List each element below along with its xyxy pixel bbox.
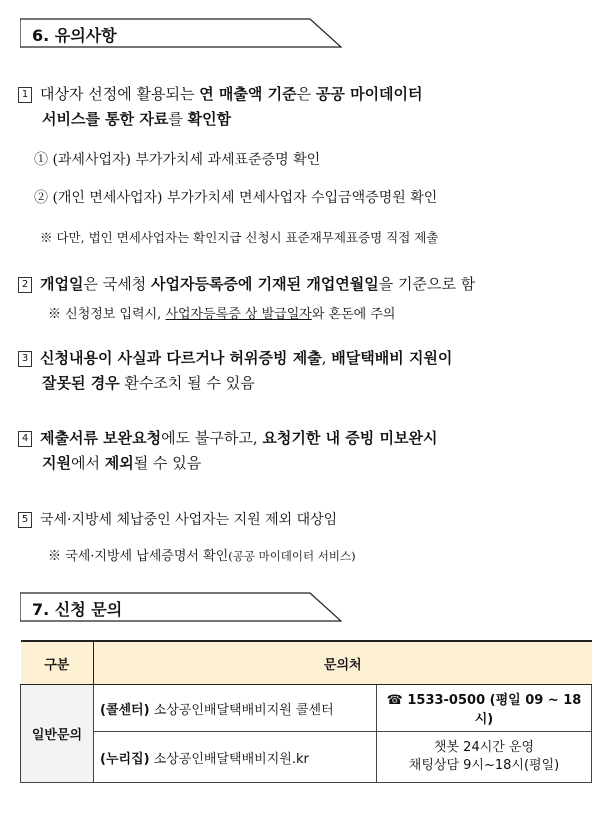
callcenter-cell: (콜센터) 소상공인배달택배비지원 콜센터 <box>94 685 377 732</box>
notice-item-4: 4 제출서류 보완요청에도 불구하고, 요청기한 내 증빙 미보완시 지원에서 제외될 수 있음 <box>18 426 592 476</box>
hours-cell: 챗봇 24시간 운영 채팅상담 9시~18시(평일) <box>377 732 592 783</box>
table-row <box>21 732 592 783</box>
notice-item-5: 5 국세·지방세 체납중인 사업자는 지원 제외 대상임 <box>18 508 592 533</box>
notice-note-2: ※ 신청정보 입력시, 사업자등록증 상 발급일자와 혼돈에 주의 <box>48 307 396 322</box>
phone-cell: ☎ 1533-0500 (평일 09 ~ 18시) <box>377 685 592 732</box>
item-number-box: 5 <box>18 512 32 528</box>
table-header-row <box>21 641 592 685</box>
section-7-header <box>20 592 342 622</box>
contact-table <box>20 640 592 783</box>
notice-item-1: 1 대상자 선정에 활용되는 연 매출액 기준은 공공 마이데이터 서비스를 통한 자료를 확인함 <box>18 82 592 132</box>
item-number-box: 4 <box>18 431 32 447</box>
phone-icon: ☎ <box>386 693 403 708</box>
notice-item-3: 3 신청내용이 사실과 다르거나 허위증빙 제출, 배달택배비 지원이 잘못된 경우 환수조치 될 수 있음 <box>18 346 592 396</box>
notice-item-2: 2 개업일은 국세청 사업자등록증에 기재된 개업연월일을 기준으로 함 <box>18 272 592 297</box>
category-cell: 일반문의 <box>21 685 94 783</box>
notice-sub-2: ② (개인 면세사업자) 부가가치세 면세사업자 수입금액증명원 확인 <box>34 190 438 206</box>
header-contact: 문의처 <box>94 641 592 685</box>
website-cell: (누리집) 소상공인배달택배비지원.kr <box>94 732 377 783</box>
table-row <box>21 685 592 732</box>
item-number-box: 2 <box>18 277 32 293</box>
item-number-box: 3 <box>18 351 32 367</box>
notice-sub-1: ① (과세사업자) 부가가치세 과세표준증명 확인 <box>34 152 321 168</box>
section-7-title: 7. 신청 문의 <box>32 600 123 619</box>
notice-note-1: ※ 다만, 법인 면세사업자는 확인지급 신청시 표준재무제표증명 직접 제출 <box>40 230 439 245</box>
header-category: 구분 <box>21 641 94 685</box>
item-number-box: 1 <box>18 87 32 103</box>
section-6-title: 6. 유의사항 <box>32 26 117 45</box>
notice-note-5: ※ 국세·지방세 납세증명서 확인(공공 마이데이터 서비스) <box>48 549 356 564</box>
section-6-header <box>20 18 342 48</box>
